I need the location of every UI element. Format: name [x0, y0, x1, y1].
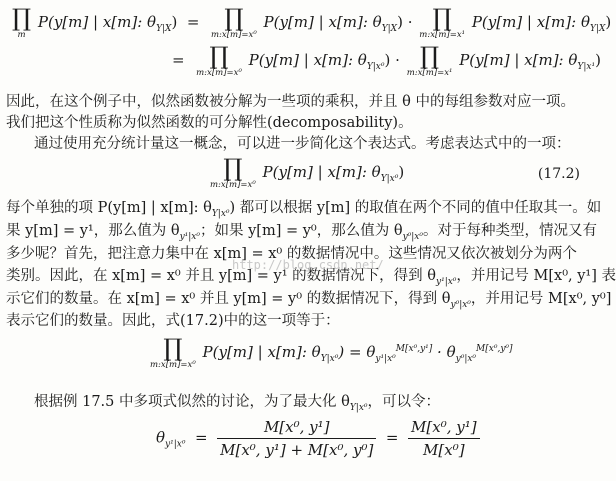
- dot-operator: ·: [407, 13, 413, 31]
- product-symbol: ∏ m:x[m]=x⁰: [196, 42, 242, 78]
- paragraph-3-line-1: 每个单独的项 P(y[m] | x[m]: $\theta_{Y|x^0}$) 都可以根据 y[m] 的取值在两个不同的值中任取其一。如: [6, 200, 602, 219]
- paragraph-1-line-1: 因此，在这个例子中，似然函数被分解为一些项的乘积，并且 θ 中的每组参数对应一项。: [6, 94, 575, 110]
- param-subscript: Y|X: [381, 24, 398, 34]
- paragraph-3-line-3: 多少呢？首先，把注意力集中在 x[m] = x⁰ 的数据情况中。这些情况又依次被划分为两个: [6, 246, 577, 262]
- equation-term: P(y[m] | x[m]: θ: [37, 13, 157, 31]
- equation-term: P(y[m] | x[m]: θ: [248, 51, 367, 69]
- equation-close: ): [171, 13, 178, 31]
- product-symbol: ∏ m: [12, 4, 32, 40]
- paragraph-1-line-2: 我们把这个性质称为似然函数的可分解性(decomposability)。: [6, 115, 413, 131]
- rhs-subscript-1: y¹|x⁰: [375, 354, 396, 364]
- equation-close: ): [595, 51, 601, 69]
- product-symbol: ∏ m:x[m]=x⁰: [210, 154, 256, 190]
- fraction-2: $\frac{\text{M[x⁰, y¹]}}{\text{M[x⁰]}}$: [408, 418, 480, 459]
- fraction-1: $\frac{\text{M[x⁰, y¹]}}{\text{M[x⁰, y¹] + M[x⁰, y⁰]}}$: [217, 418, 376, 459]
- product-symbol: ∏ m:x[m]=x¹: [406, 42, 453, 78]
- equals-sign: =: [186, 13, 200, 31]
- equals-sign: =: [195, 428, 208, 447]
- equation-term: P(y[m] | x[m]: θ: [471, 13, 590, 31]
- equation-top-line2: [172, 44, 601, 78]
- paragraph-3-line-6: 表示它们的数量。因此，式(17.2)中的这一项等于：: [6, 313, 340, 329]
- rhs-superscript-2: M[x⁰,y⁰]: [476, 344, 513, 354]
- equation-final: [156, 418, 480, 459]
- paragraph-4: 根据例 17.5 中多项式似然的讨论，为了最大化 $\theta_{Y|x^0}$，可以令：: [34, 394, 441, 413]
- equation-term: P(y[m] | x[m]: θ: [459, 51, 578, 69]
- param-subscript: Y|X: [156, 24, 172, 34]
- equals-sign: =: [172, 51, 185, 69]
- rhs-dot: · θ: [432, 343, 456, 361]
- param-subscript: Y|x⁰: [366, 62, 385, 72]
- product-symbol: ∏ m:x[m]=x⁰: [150, 334, 196, 370]
- paragraph-3-line-4: 类别。因此，在 x[m] = x⁰ 并且 y[m] = y¹ 的数据情况下，得到 $\theta_{y^1|x^0}$，并用记号 M[x⁰, y¹] 表: [6, 268, 616, 287]
- product-symbol: ∏ m:x[m]=x⁰: [211, 4, 257, 40]
- watermark: http://blog.csdn.net/: [232, 258, 384, 272]
- equation-rhs: ) = θ: [338, 343, 376, 361]
- equation-top-line1: [10, 6, 611, 40]
- equation-close: ): [384, 51, 391, 69]
- equation-product-expansion: [148, 336, 513, 370]
- final-lhs-subscript: y¹|x⁰: [165, 439, 186, 450]
- equation-number: (17.2): [537, 166, 580, 182]
- equation-term: P(y[m] | x[m]: θ: [262, 163, 381, 181]
- rhs-subscript-2: y⁰|x⁰: [455, 354, 477, 364]
- param-subscript: Y|x¹: [577, 62, 596, 72]
- product-symbol: ∏ m:x[m]=x¹: [419, 4, 466, 40]
- dot-operator: ·: [395, 51, 400, 69]
- param-subscript: Y|X: [590, 24, 606, 34]
- paragraph-3-line-5: 示它们的数量。在 x[m] = x⁰ 并且 y[m] = y⁰ 的数据情况下，得到 $\theta_{y^0|x^0}$，并用记号 M[x⁰, y⁰]: [6, 291, 612, 310]
- equation-close: ): [398, 163, 405, 181]
- final-lhs: θ: [156, 428, 166, 447]
- equals-sign: =: [385, 428, 399, 447]
- rhs-superscript-1: M[x⁰,y¹]: [395, 344, 433, 354]
- equation-close: ): [605, 13, 612, 31]
- equation-close: ): [397, 13, 403, 31]
- param-subscript: Y|x⁰: [320, 354, 339, 364]
- param-subscript: Y|x⁰: [380, 174, 399, 184]
- paragraph-3-line-2: 果 y[m] = y¹，那么值为 $\theta_{y^1|x^0}$；如果 y[m] = y⁰，那么值为 $\theta_{y^0|x^0}$。对于每种类型，情况又有: [6, 223, 597, 242]
- equation-term: P(y[m] | x[m]: θ: [202, 343, 321, 361]
- equation-17-2: [208, 156, 404, 190]
- equation-term: P(y[m] | x[m]: θ: [263, 13, 382, 31]
- paragraph-2-line-1: 通过使用充分统计量这一概念，可以进一步简化这个表达式。考虑表达式中的一项：: [34, 136, 571, 152]
